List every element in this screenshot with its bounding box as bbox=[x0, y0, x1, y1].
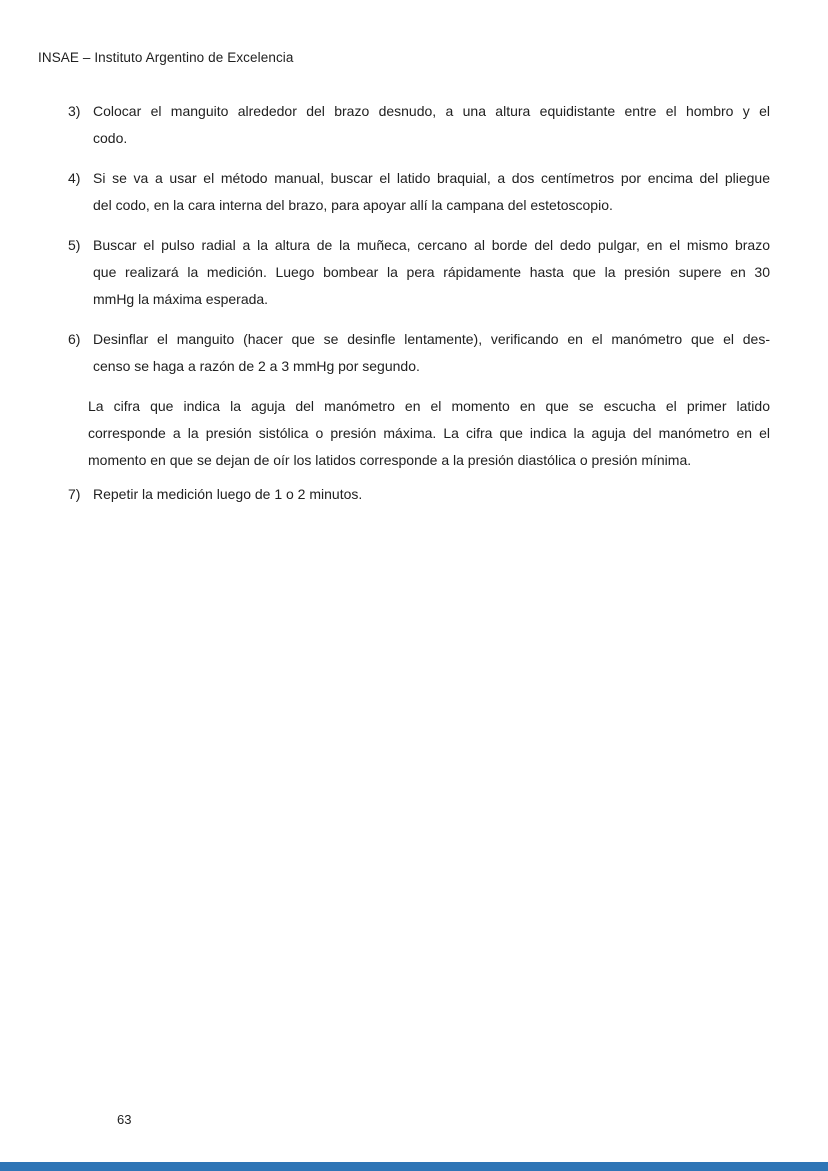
text-line: del codo, en la cara interna del brazo, para apoyar allí la campana del estetoscopio. bbox=[93, 197, 613, 213]
footer-accent-bar bbox=[0, 1162, 828, 1171]
list-item-text bbox=[93, 326, 770, 380]
page-number: 63 bbox=[117, 1112, 132, 1127]
text-line: Repetir la medición luego de 1 o 2 minutos. bbox=[93, 486, 363, 502]
text-line: censo se haga a razón de 2 a 3 mmHg por segundo. bbox=[93, 358, 420, 374]
text-line: que realizará la medición. Luego bombear la pera rápidamente hasta que la presión supere en 30 bbox=[93, 264, 770, 280]
list-item bbox=[68, 326, 770, 380]
list-item-number: 5) bbox=[68, 237, 81, 253]
body-paragraph bbox=[68, 393, 770, 474]
text-line: Colocar el manguito alrededor del brazo desnudo, a una altura equidistante entre el hombro y el bbox=[93, 103, 770, 119]
text-line: Desinflar el manguito (hacer que se desinfle lentamente), verificando en el manómetro que el des- bbox=[93, 331, 770, 347]
list-item-number: 6) bbox=[68, 331, 81, 347]
list-item bbox=[68, 232, 770, 313]
paragraph-text bbox=[88, 393, 770, 474]
text-line: codo. bbox=[93, 130, 128, 146]
page-content bbox=[68, 98, 770, 521]
list-item-number: 3) bbox=[68, 103, 81, 119]
list-item bbox=[68, 481, 770, 508]
list-item-text bbox=[93, 98, 770, 152]
text-line: corresponde a la presión sistólica o presión máxima. La cifra que indica la aguja del manómetro en el bbox=[88, 425, 770, 441]
text-line: mmHg la máxima esperada. bbox=[93, 291, 269, 307]
list-item-number: 4) bbox=[68, 170, 81, 186]
list-item-text bbox=[93, 165, 770, 219]
text-line: momento en que se dejan de oír los latidos corresponde a la presión diastólica o presión mínima. bbox=[88, 452, 692, 468]
page-header: INSAE – Instituto Argentino de Excelencia bbox=[38, 50, 294, 65]
text-line: Buscar el pulso radial a la altura de la muñeca, cercano al borde del dedo pulgar, en el mismo brazo bbox=[93, 237, 770, 253]
list-item bbox=[68, 98, 770, 152]
text-line: Si se va a usar el método manual, buscar el latido braquial, a dos centímetros por encima del pliegue bbox=[93, 170, 770, 186]
list-item-text bbox=[93, 232, 770, 313]
text-line: La cifra que indica la aguja del manómetro en el momento en que se escucha el primer latido bbox=[88, 398, 770, 414]
list-item-text bbox=[93, 481, 770, 508]
list-item bbox=[68, 165, 770, 219]
list-item-number: 7) bbox=[68, 486, 81, 502]
